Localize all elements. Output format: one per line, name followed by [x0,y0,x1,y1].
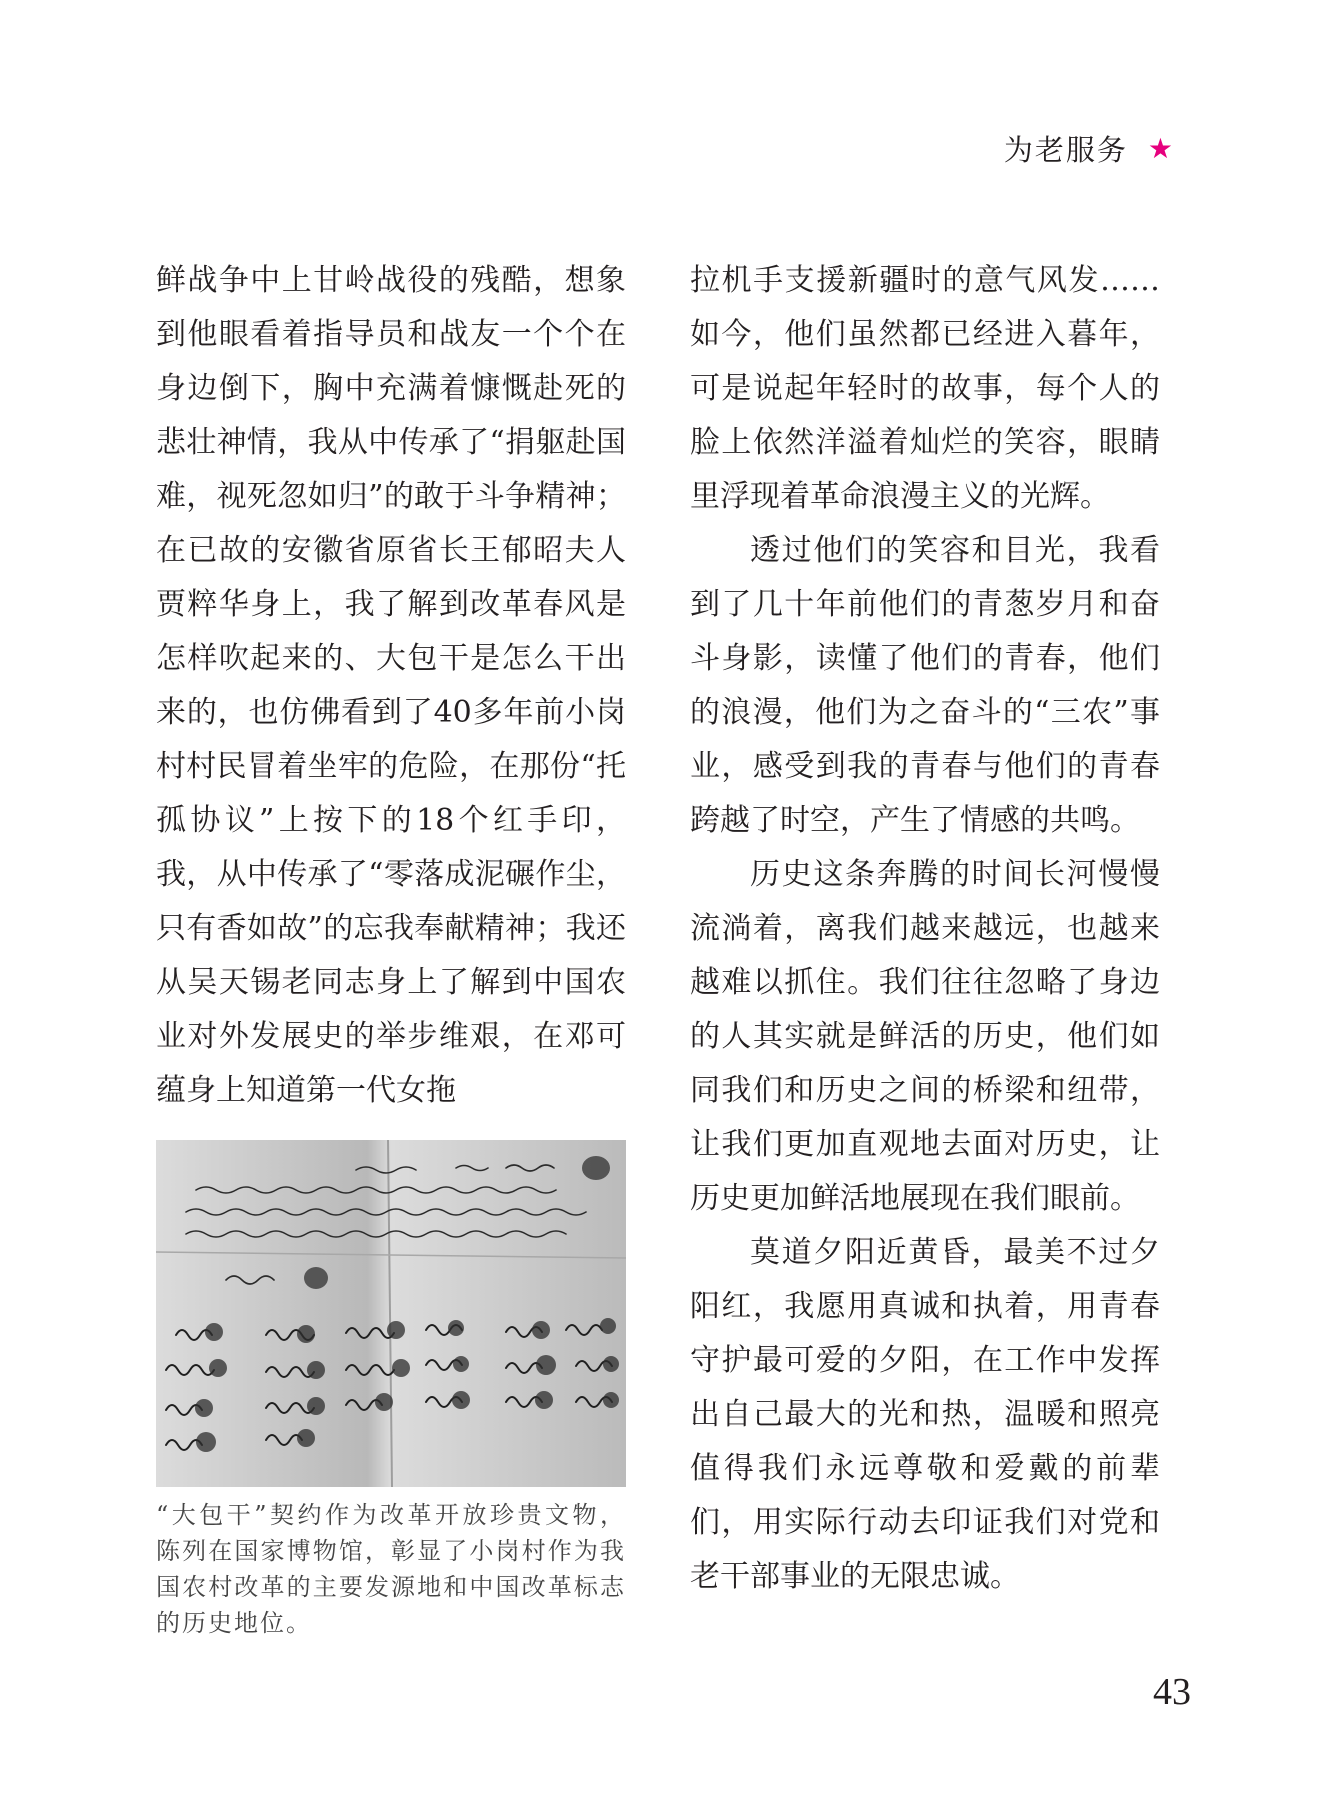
body-paragraph: 莫道夕阳近黄昏，最美不过夕阳红，我愿用真诚和执着，用青春守护最可爱的夕阳，在工作中发挥出自己最大的光和热，温暖和照亮值得我们永远尊敬和爱戴的前辈们，用实际行动去印证我们对党和老干部事业的无限忠诚。 [690,1235,1160,1594]
page-number: 43 [1153,1671,1191,1713]
body-paragraph: 鲜战争中上甘岭战役的残酷，想象到他眼看着指导员和战友一个个在身边倒下，胸中充满着慷慨赴死的悲壮神情，我从中传承了“捐躯赴国难，视死忽如归”的敢于斗争精神；在已故的安徽省原省长王郁昭夫人贾粹华身上，我了解到改革春风是怎样吹起来的、大包干是怎么干出来的，也仿佛看到了40多年前小岗村村民冒着坐牢的危险，在那份“托孤协议”上按下的18个红手印，我，从中传承了“零落成泥碾作尘，只有香如故”的忘我奉献精神；我还从吴天锡老同志身上了解到中国农业对外发展史的举步维艰，在邓可蕴身上知道第一代女拖 [156,263,626,1108]
left-column [156,254,626,1118]
section-title: 为老服务 [1003,133,1128,167]
body-paragraph: 拉机手支援新疆时的意气风发……如今，他们虽然都已经进入暮年，可是说起年轻时的故事，每个人的脸上依然洋溢着灿烂的笑容，眼睛里浮现着革命浪漫主义的光辉。 [690,263,1160,514]
handwritten-contract-image [156,1140,626,1487]
contract-photo [156,1140,626,1487]
body-paragraph: 透过他们的笑容和目光，我看到了几十年前他们的青葱岁月和奋斗身影，读懂了他们的青春，他们的浪漫，他们为之奋斗的“三农”事业，感受到我的青春与他们的青春跨越了时空，产生了情感的共鸣。 [690,533,1160,838]
running-header [1004,128,1175,169]
body-paragraph: 历史这条奔腾的时间长河慢慢流淌着，离我们越来越远，也越来越难以抓住。我们往往忽略了身边的人其实就是鲜活的历史，他们如同我们和历史之间的桥梁和纽带，让我们更加直观地去面对历史，让历史更加鲜活地展现在我们眼前。 [690,857,1160,1216]
photo-caption: “大包干”契约作为改革开放珍贵文物，陈列在国家博物馆，彰显了小岗村作为我国农村改革的主要发源地和中国改革标志的历史地位。 [156,1501,626,1637]
right-column [690,254,1160,1604]
star-icon: ★ [1147,132,1175,165]
